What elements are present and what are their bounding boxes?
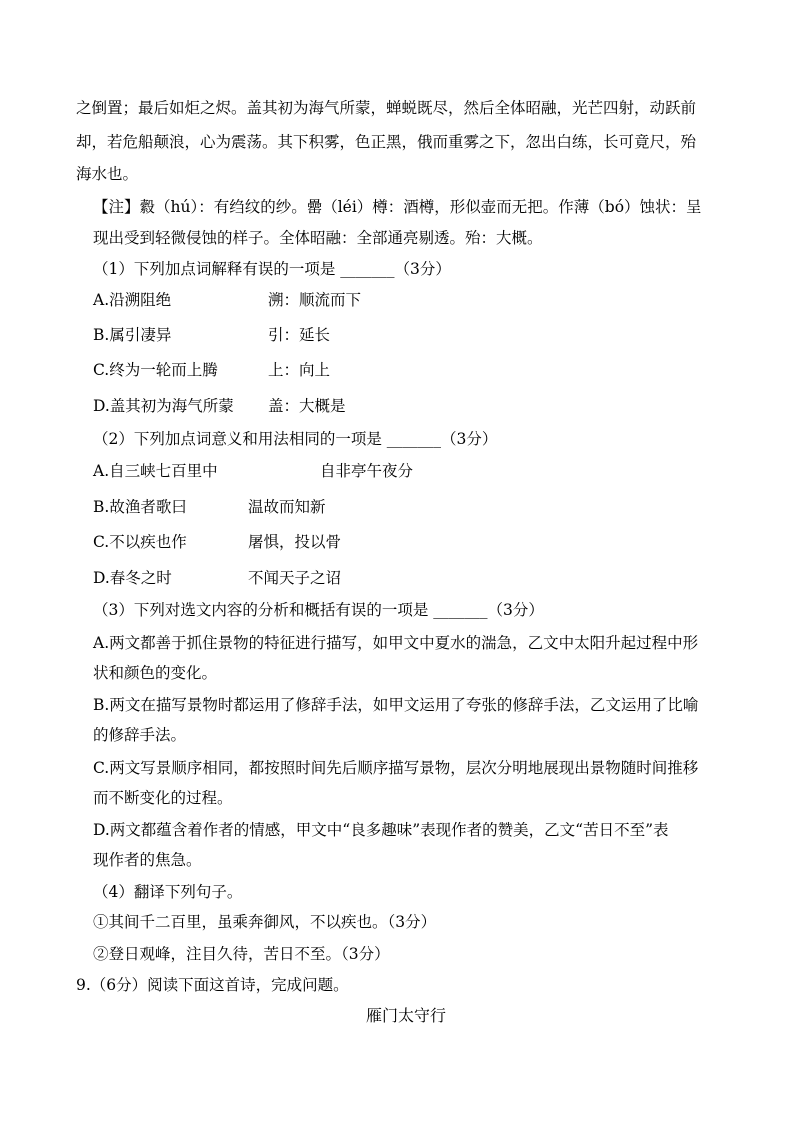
q1-option-a-explain: 溯：顺流而下: [268, 291, 362, 309]
q3-option-c-line2: 而不断变化的过程。: [93, 789, 233, 807]
question-4-stem: （4）翻译下列句子。: [93, 883, 243, 901]
q1-option-d: D.盖其初为海气所蒙: [93, 397, 234, 415]
q2-option-d-compare: 不闻天子之诏: [248, 569, 342, 587]
passage-line: 之倒置；最后如炬之烬。盖其初为海气所蒙，蝉蜕既尽，然后全体昭融，光芒四射，动跃前: [76, 99, 697, 117]
q4-item-2: ②登日观峰，注目久待，苦日不至。（3分）: [93, 945, 390, 963]
q2-option-b: B.故渔者歌曰: [93, 498, 187, 516]
poem-title: 雁门太守行: [366, 1006, 447, 1025]
q2-option-c-compare: 屠惧，投以骨: [248, 533, 342, 551]
q2-option-c: C.不以疾也作: [93, 533, 187, 551]
q3-option-b-line1: B.两文在描写景物时都运用了修辞手法，如甲文运用了夸张的修辞手法，乙文运用了比喻: [93, 696, 699, 714]
q3-option-a-line2: 状和颜色的变化。: [93, 664, 218, 682]
passage-line: 海水也。: [76, 165, 139, 183]
q3-option-d-line1: D.两文都蕴含着作者的情感，甲文中“良多趣味”表现作者的赞美，乙文“苦日不至”表: [93, 821, 669, 839]
q1-option-a: A.沿溯阻绝: [93, 291, 172, 309]
note-line: 【注】縠（hú）：有绉纹的纱。罍（léi）樽：酒樽，形似壶而无把。作薄（bó）蚀状：呈: [93, 198, 702, 216]
question-1-stem: （1）下列加点词解释有误的一项是 _______（3分）: [93, 260, 451, 278]
q1-option-b: B.属引凄异: [93, 326, 172, 344]
q3-option-d-line2: 现作者的焦急。: [93, 851, 202, 869]
q1-option-b-explain: 引：延长: [268, 326, 331, 344]
q2-option-b-compare: 温故而知新: [248, 498, 326, 516]
q2-option-a-compare: 自非亭午夜分: [320, 462, 414, 480]
q4-item-1: ①其间千二百里，虽乘奔御风，不以疾也。（3分）: [93, 913, 437, 931]
passage-line: 却，若危船颠浪，心为震荡。其下积雾，色正黑，俄而重雾之下，忽出白练，长可竟尺，殆: [76, 133, 697, 151]
q2-option-d: D.春冬之时: [93, 569, 172, 587]
question-3-stem: （3）下列对选文内容的分析和概括有误的一项是 _______（3分）: [93, 601, 544, 619]
question-2-stem: （2）下列加点词意义和用法相同的一项是 _______（3分）: [93, 430, 498, 448]
q3-option-a-line1: A.两文都善于抓住景物的特征进行描写，如甲文中夏水的湍急，乙文中太阳升起过程中形: [93, 634, 699, 652]
note-line: 现出受到轻微侵蚀的样子。全体昭融：全部通亮剔透。殆：大概。: [93, 229, 543, 247]
q1-option-c-explain: 上：向上: [268, 361, 331, 379]
q3-option-b-line2: 的修辞手法。: [93, 726, 187, 744]
q2-option-a: A.自三峡七百里中: [93, 462, 218, 480]
q1-option-c: C.终为一轮而上腾: [93, 361, 218, 379]
q1-option-d-explain: 盖：大概是: [268, 397, 346, 415]
q3-option-c-line1: C.两文写景顺序相同，都按照时间先后顺序描写景物，层次分明地展现出景物随时间推移: [93, 759, 699, 777]
question-9-stem: 9.（6分）阅读下面这首诗，完成问题。: [76, 976, 349, 994]
